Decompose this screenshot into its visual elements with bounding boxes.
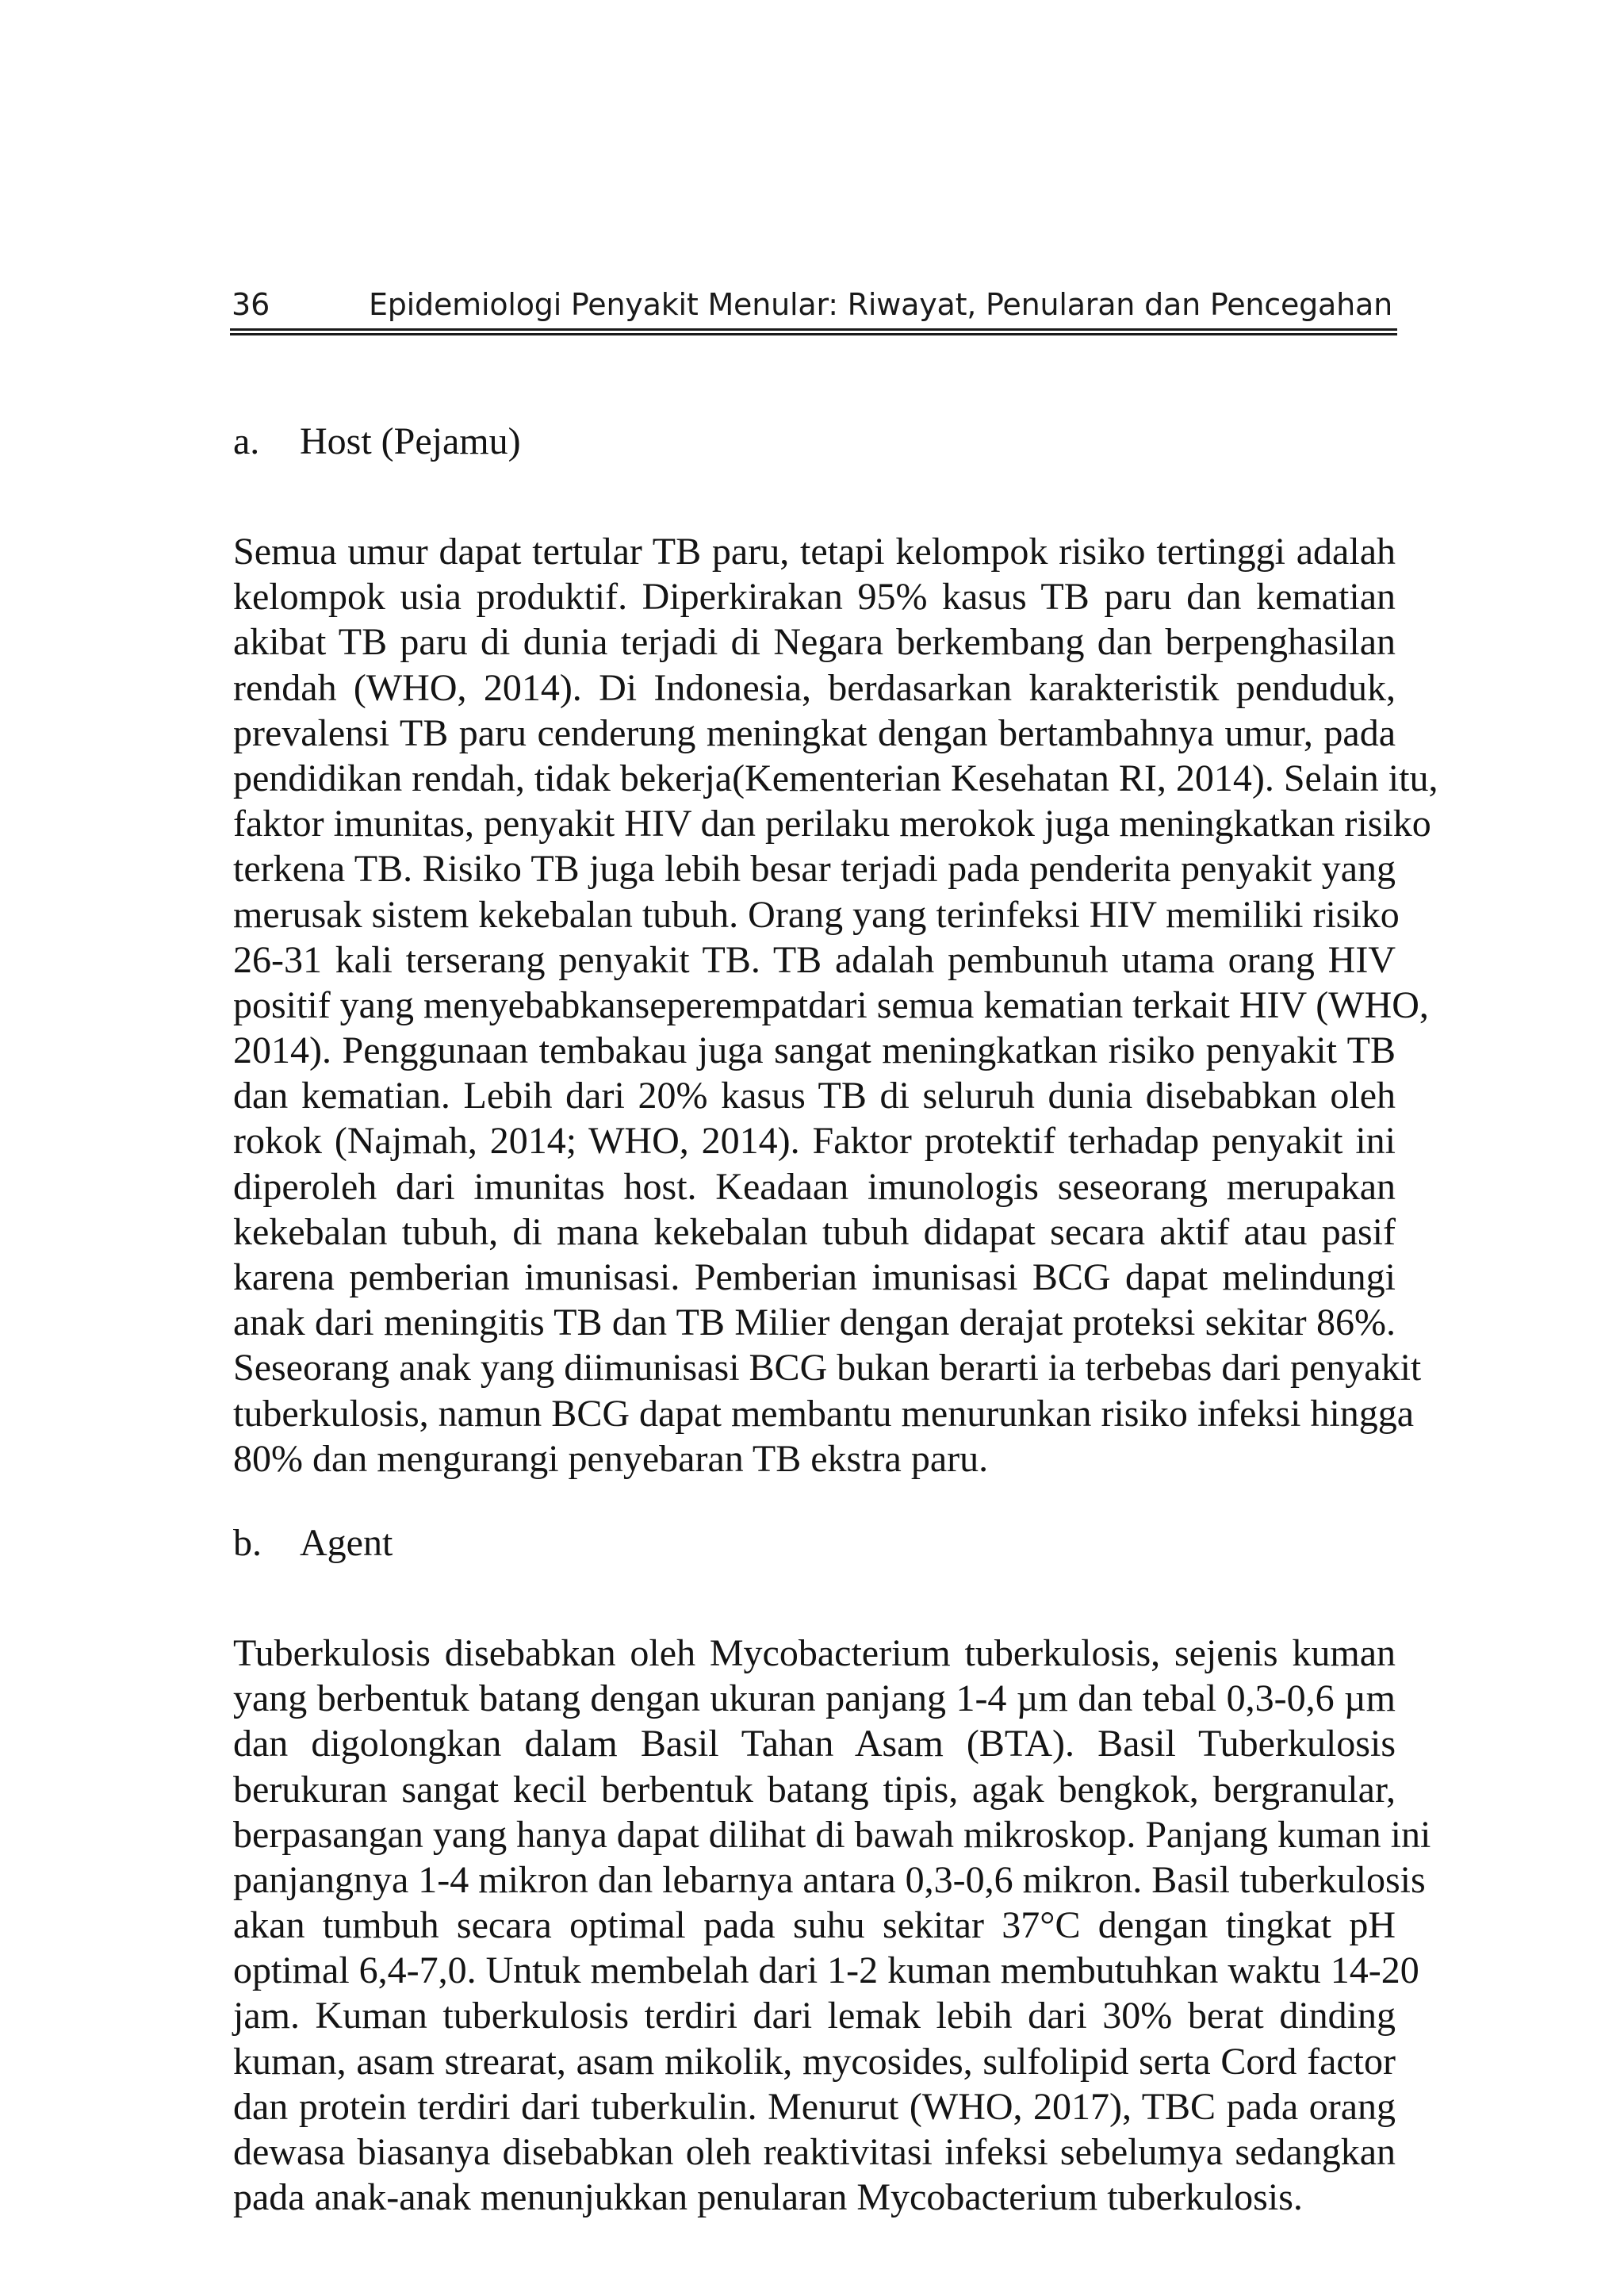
text-line: kuman, asam strearat, asam mikolik, mycosides, sulfolipid serta Cord factor — [233, 2040, 1396, 2083]
section-heading-agent — [233, 1502, 1396, 1585]
text-line: berpasangan yang hanya dapat dilihat di bawah mikroskop. Panjang kuman ini — [233, 1813, 1431, 1856]
text-line: karena pemberian imunisasi. Pemberian imunisasi BCG dapat melindungi — [233, 1256, 1396, 1298]
text-line: 2014). Penggunaan tembakau juga sangat meningkatkan risiko penyakit TB — [233, 1029, 1396, 1072]
text-line: jam. Kuman tuberkulosis terdiri dari lemak lebih dari 30% berat dinding — [233, 1995, 1396, 2037]
text-line: faktor imunitas, penyakit HIV dan perilaku merokok juga meningkatkan risiko — [233, 803, 1431, 845]
paragraph-agent — [233, 1631, 1431, 2220]
text-line: prevalensi TB paru cenderung meningkat dengan bertambahnya umur, pada — [233, 711, 1396, 754]
text-line: kekebalan tubuh, di mana kekebalan tubuh didapat secara aktif atau pasif — [233, 1210, 1396, 1253]
text-line: dewasa biasanya disebabkan oleh reaktivitasi infeksi sebelumya sedangkan — [233, 2131, 1396, 2173]
section-title: Agent — [300, 1521, 393, 1564]
text-line: akan tumbuh secara optimal pada suhu sekitar 37°C dengan tingkat pH — [233, 1904, 1396, 1947]
section-title: Host (Pejamu) — [300, 420, 521, 462]
text-line: positif yang menyebabkanseperempatdari semua kematian terkait HIV (WHO, — [233, 983, 1429, 1026]
text-line: terkena TB. Risiko TB juga lebih besar terjadi pada penderita penyakit yang — [233, 848, 1396, 891]
text-line: dan kematian. Lebih dari 20% kasus TB di seluruh dunia disebabkan oleh — [233, 1075, 1396, 1117]
section-heading-host — [233, 401, 1396, 483]
running-title: Epidemiologi Penyakit Menular: Riwayat, Penularan dan Pencegahan — [368, 287, 1392, 322]
section-marker: b. — [233, 1521, 262, 1564]
text-line: yang berbentuk batang dengan ukuran panjang 1-4 µm dan tebal 0,3-0,6 µm — [233, 1677, 1396, 1720]
page-number: 36 — [232, 287, 270, 322]
running-header — [230, 279, 1397, 330]
text-line: tuberkulosis, namun BCG dapat membantu menurunkan risiko infeksi hingga — [233, 1392, 1415, 1435]
text-line: pada anak-anak menunjukkan penularan Mycobacterium tuberkulosis. — [233, 2176, 1303, 2219]
text-line: dan digolongkan dalam Basil Tahan Asam (BTA). Basil Tuberkulosis — [233, 1723, 1396, 1765]
text-line: Tuberkulosis disebabkan oleh Mycobacterium tuberkulosis, sejenis kuman — [233, 1631, 1396, 1674]
text-line: pendidikan rendah, tidak bekerja(Kementerian Kesehatan RI, 2014). Selain itu, — [233, 757, 1438, 799]
text-line: 80% dan mengurangi penyebaran TB ekstra paru. — [233, 1437, 989, 1480]
text-line: rokok (Najmah, 2014; WHO, 2014). Faktor protektif terhadap penyakit ini — [233, 1120, 1396, 1163]
paragraph-host — [233, 529, 1438, 1481]
section-marker: a. — [233, 420, 260, 462]
text-line: 26-31 kali terserang penyakit TB. TB adalah pembunuh utama orang HIV — [233, 938, 1396, 981]
header-rule-bottom — [230, 333, 1397, 335]
text-line: anak dari meningitis TB dan TB Milier dengan derajat proteksi sekitar 86%. — [233, 1301, 1396, 1344]
text-line: merusak sistem kekebalan tubuh. Orang yang terinfeksi HIV memiliki risiko — [233, 893, 1400, 936]
page-body — [233, 401, 1438, 2220]
text-line: dan protein terdiri dari tuberkulin. Menurut (WHO, 2017), TBC pada orang — [233, 2085, 1396, 2128]
text-line: Seseorang anak yang diimunisasi BCG bukan berarti ia terbebas dari penyakit — [233, 1347, 1422, 1389]
text-line: Semua umur dapat tertular TB paru, tetapi kelompok risiko tertinggi adalah — [233, 531, 1396, 573]
text-line: kelompok usia produktif. Diperkirakan 95% kasus TB paru dan kematian — [233, 576, 1396, 619]
text-line: berukuran sangat kecil berbentuk batang tipis, agak bengkok, bergranular, — [233, 1768, 1396, 1811]
text-line: diperoleh dari imunitas host. Keadaan imunologis seseorang merupakan — [233, 1165, 1396, 1208]
text-line: rendah (WHO, 2014). Di Indonesia, berdasarkan karakteristik penduduk, — [233, 666, 1396, 709]
text-line: panjangnya 1-4 mikron dan lebarnya antara 0,3-0,6 mikron. Basil tuberkulosis — [233, 1858, 1426, 1901]
header-rule-top — [230, 328, 1397, 331]
text-line: akibat TB paru di dunia terjadi di Negara berkembang dan berpenghasilan — [233, 621, 1396, 664]
text-line: optimal 6,4-7,0. Untuk membelah dari 1-2 kuman membutuhkan waktu 14-20 — [233, 1949, 1419, 1992]
